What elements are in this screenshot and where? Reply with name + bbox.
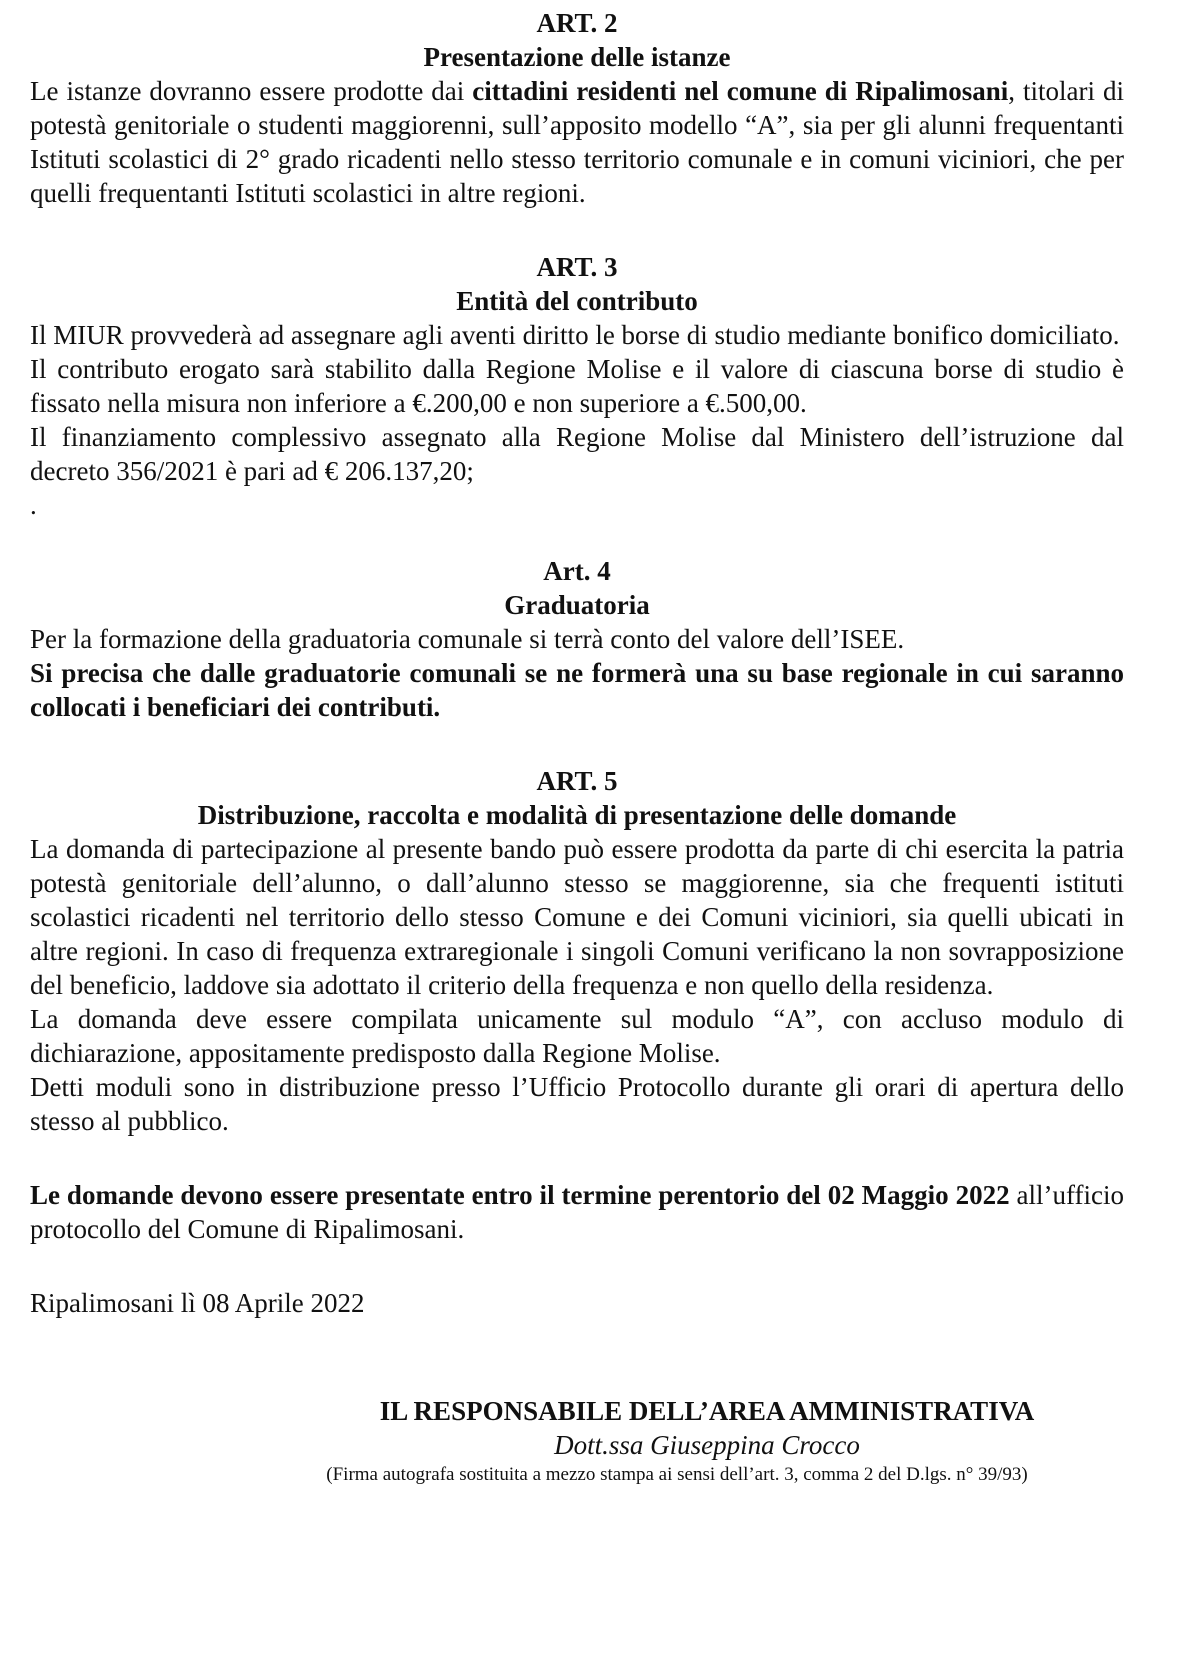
signature-note: (Firma autografa sostituita a mezzo stampa ai sensi dell’art. 3, comma 2 del D.lgs. n° 39/93) xyxy=(326,1464,1028,1485)
art5-paragraph-2: La domanda deve essere compilata unicamente sul modulo “A”, con accluso modulo di dichiarazione, appositamente predisposto dalla Regione Molise. xyxy=(30,1004,1124,1068)
art4-paragraph-2: Si precisa che dalle graduatorie comunali se ne formerà una su base regionale in cui saranno collocati i beneficiari dei contributi. xyxy=(30,658,1124,722)
art2-paragraph: Le istanze dovranno essere prodotte dai cittadini residenti nel comune di Ripalimosani, titolari di potestà genitoriale o studenti maggiorenni, sull’apposito modello “A”, sia per gli alunni frequentanti Istituti scolastici di 2° grado ricadenti nello stesso territorio comunale e in comuni viciniori, che per quelli frequentanti Istituti scolastici in altre regioni. xyxy=(30,76,1124,208)
art5-paragraph-3: Detti moduli sono in distribuzione presso l’Ufficio Protocollo durante gli orari di apertura dello stesso al pubblico. xyxy=(30,1072,1124,1136)
art3-paragraph-1: Il MIUR provvederà ad assegnare agli aventi diritto le borse di studio mediante bonifico domiciliato. xyxy=(30,320,1120,350)
art4-paragraph-1: Per la formazione della graduatoria comunale si terrà conto del valore dell’ISEE. xyxy=(30,624,905,654)
art4-title: Graduatoria xyxy=(504,590,650,620)
art3-number: ART. 3 xyxy=(536,252,618,282)
art2-title: Presentazione delle istanze xyxy=(423,42,731,72)
art5-title: Distribuzione, raccolta e modalità di presentazione delle domande xyxy=(197,800,957,830)
art4-number: Art. 4 xyxy=(543,556,611,586)
art3-paragraph-3: Il finanziamento complessivo assegnato alla Regione Molise dal Ministero dell’istruzione dal decreto 356/2021 è pari ad € 206.137,20; xyxy=(30,422,1124,486)
art3-dot: . xyxy=(30,490,37,520)
art2-number: ART. 2 xyxy=(536,8,618,38)
art5-number: ART. 5 xyxy=(536,766,618,796)
signature-name: Dott.ssa Giuseppina Crocco xyxy=(554,1430,860,1460)
art3-paragraph-2: Il contributo erogato sarà stabilito dalla Regione Molise e il valore di ciascuna borse di studio è fissato nella misura non inferiore a €.200,00 e non superiore a €.500,00. xyxy=(30,354,1124,418)
signature-role: IL RESPONSABILE DELL’AREA AMMINISTRATIVA xyxy=(379,1396,1035,1426)
deadline-paragraph: Le domande devono essere presentate entro il termine perentorio del 02 Maggio 2022 all’ufficio protocollo del Comune di Ripalimosani. xyxy=(30,1180,1124,1244)
art3-title: Entità del contributo xyxy=(456,286,698,316)
place-date: Ripalimosani lì 08 Aprile 2022 xyxy=(30,1288,365,1318)
art5-paragraph-1: La domanda di partecipazione al presente bando può essere prodotta da parte di chi esercita la patria potestà genitoriale dell’alunno, o dall’alunno stesso se maggiorenne, sia che frequenti istituti scolastici ricadenti nel territorio dello stesso Comune e dei Comuni viciniori, sia quelli ubicati in altre regioni. In caso di frequenza extraregionale i singoli Comuni verificano la non sovrapposizione del beneficio, laddove sia adottato il criterio della frequenza e non quello della residenza. xyxy=(30,834,1124,1000)
